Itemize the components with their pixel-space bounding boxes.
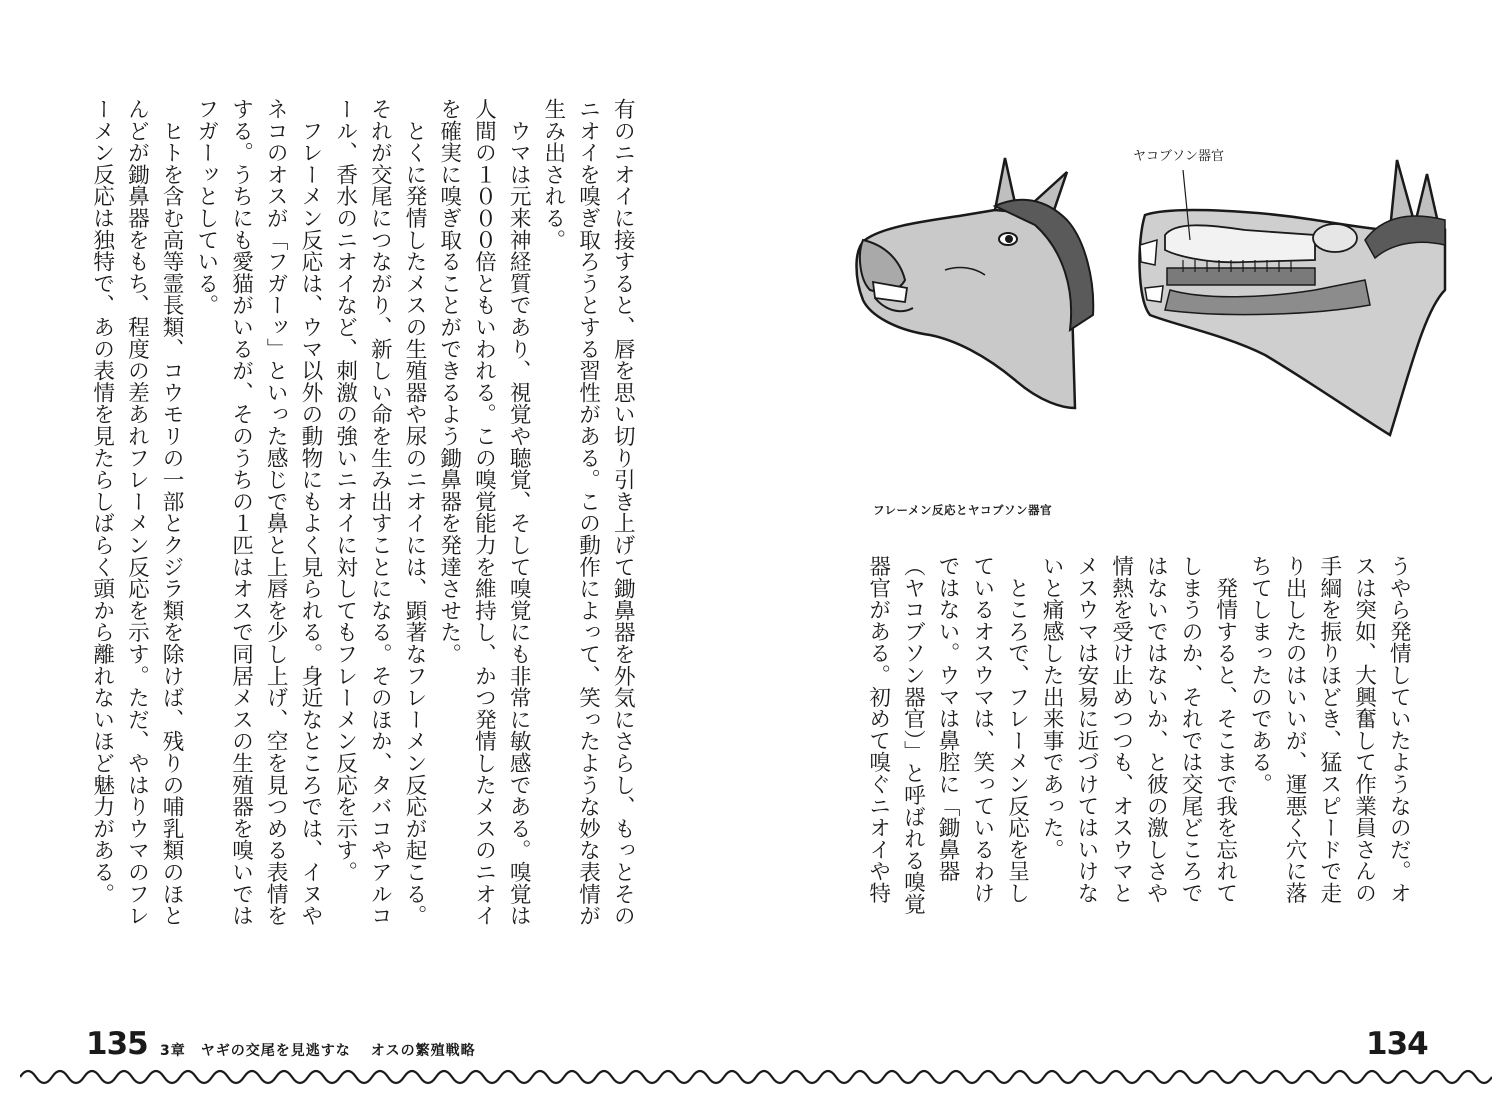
- running-head-chapter: 3章 ヤギの交尾を見逃すな: [160, 1043, 351, 1059]
- page-number-left: 135: [86, 1026, 148, 1062]
- flehmen-illustration: [845, 140, 1455, 440]
- body-line: スは突如、大興奮して作業員さんの: [1351, 555, 1377, 904]
- skull-diagram: [1133, 148, 1445, 435]
- body-line: ール、香水のニオイなど、刺激の強いニオイに対してもフレーメン反応を示す。: [332, 98, 358, 883]
- body-line: はないではないか、と彼の激しさや: [1143, 555, 1169, 904]
- running-head-title: オスの繁殖戦略: [370, 1043, 476, 1059]
- body-line: しまうのか、それでは交尾どころで: [1178, 555, 1204, 904]
- body-line: 器官がある。初めて嗅ぐニオイや特: [865, 555, 891, 904]
- body-line: 人間の１０００倍ともいわれる。この嗅覚能力を維持し、かつ発情したメスのニオイ: [471, 98, 497, 927]
- body-line: 情熱を受け止めつつも、オスウマと: [1108, 555, 1134, 904]
- body-line: ところで、フレーメン反応を呈し: [1004, 555, 1030, 904]
- body-line: ヒトを含む高等霊長類、コウモリの一部とクジラ類を除けば、残りの哺乳類のほと: [159, 98, 185, 927]
- body-line: （ヤコブソン器官）」と呼ばれる嗅覚: [900, 555, 926, 915]
- body-line: ちてしまったのである。: [1247, 555, 1273, 795]
- body-line: それが交尾につながり、新しい命を生み出すことになる。そのほか、タバコやアルコ: [367, 98, 393, 927]
- body-line: フレーメン反応は、ウマ以外の動物にもよく見られる。身近なところでは、イヌや: [297, 98, 323, 927]
- left-page-body: [84, 98, 639, 927]
- right-page-body: [860, 555, 1415, 915]
- body-line: 有のニオイに接すると、唇を思い切り引き上げて鋤鼻器を外気にさらし、もっとその: [610, 98, 636, 927]
- body-line: ニオイを嗅ぎ取ろうとする習性がある。この動作によって、笑ったような妙な表情が: [575, 98, 601, 927]
- page-number-right: 134: [1366, 1026, 1428, 1062]
- body-line: いと痛感した出来事であった。: [1039, 555, 1065, 861]
- body-line: うやら発情していたようなのだ。オ: [1386, 555, 1412, 904]
- body-line: フガーッとしている。: [193, 98, 219, 316]
- body-line: 生み出される。: [540, 98, 566, 251]
- running-head: [160, 1040, 476, 1060]
- body-line: ネコのオスが「フガーッ」といった感じで鼻と上唇を少し上げ、空を見つめる表情を: [263, 98, 289, 927]
- body-line: 発情すると、そこまで我を忘れて: [1212, 555, 1238, 904]
- body-line: ーメン反応は独特で、あの表情を見たらしばらく頭から離れないほど魅力がある。: [89, 98, 115, 905]
- body-line: んどが鋤鼻器をもち、程度の差あれフレーメン反応を示す。ただ、やはりウマのフレ: [124, 98, 150, 927]
- body-line: メスウマは安易に近づけてはいけな: [1073, 555, 1099, 904]
- body-line: ているオスウマは、笑っているわけ: [969, 555, 995, 904]
- horse-head-drawing: [857, 158, 1094, 408]
- figure-caption: フレーメン反応とヤコブソン器官: [873, 503, 1052, 517]
- body-line: り出したのはいいが、運悪く穴に落: [1282, 555, 1308, 904]
- body-line: する。うちにも愛猫がいるが、そのうちの１匹はオスで同居メスの生殖器を嗅いでは: [228, 98, 254, 927]
- body-line: 手綱を振りほどき、猛スピードで走: [1316, 555, 1342, 904]
- figure-label: ヤコブソン器官: [1133, 149, 1225, 164]
- body-line: ではない。ウマは鼻腔に「鋤鼻器: [935, 555, 961, 882]
- body-line: ウマは元来神経質であり、視覚や聴覚、そして嗅覚にも非常に敏感である。嗅覚は: [506, 98, 532, 927]
- body-line: を確実に嗅ぎ取ることができるよう鋤鼻器を発達させた。: [436, 98, 462, 665]
- body-line: とくに発情したメスの生殖器や尿のニオイには、顕著なフレーメン反応が起こる。: [402, 98, 428, 927]
- wavy-border: [20, 1062, 1492, 1092]
